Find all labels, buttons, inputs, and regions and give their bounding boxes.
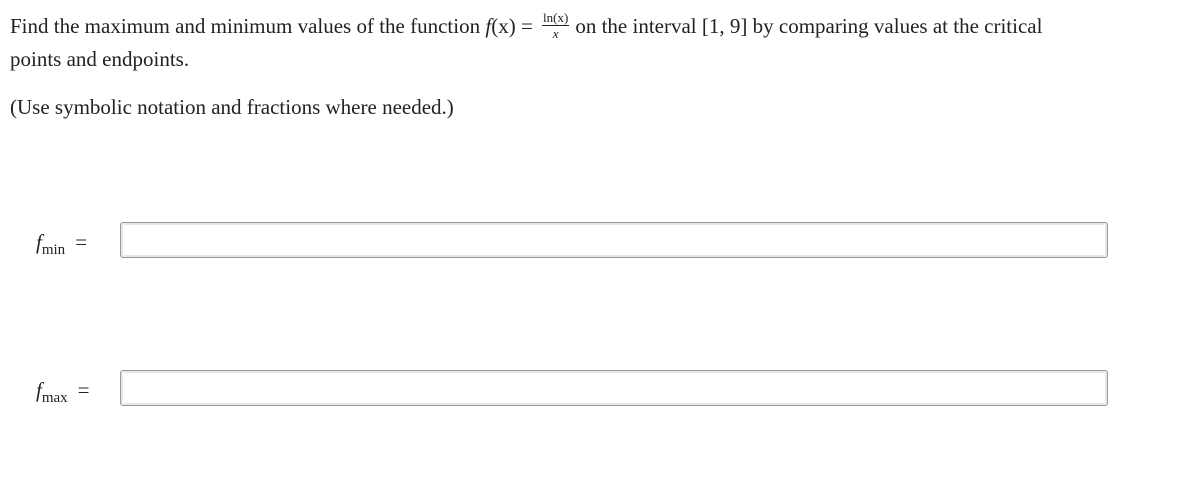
question-interval: [1, 9] [701, 14, 748, 38]
question-text [10, 10, 1170, 76]
f-max-input[interactable] [120, 370, 1108, 406]
function-argument: (x) [491, 14, 516, 38]
function-fraction [542, 11, 569, 40]
f-min-input[interactable] [120, 222, 1108, 258]
f-max-label [36, 378, 90, 407]
f-min-symbol: f [36, 230, 42, 254]
f-min-label [36, 230, 87, 259]
function-name: f [485, 14, 492, 38]
answer-row-max [36, 370, 1116, 410]
question-line-2: points and endpoints. [10, 47, 190, 71]
f-min-equals: = [75, 230, 88, 254]
question-prefix: Find the maximum and minimum values of the function [10, 14, 486, 38]
f-max-subscript: max [41, 390, 68, 406]
f-max-equals: = [77, 378, 90, 402]
fraction-denominator: x [552, 25, 559, 41]
f-min-subscript: min [41, 242, 66, 258]
answer-row-min [36, 222, 1116, 262]
equals-sign: = [515, 14, 539, 38]
f-max-symbol: f [36, 378, 42, 402]
question-middle: on the interval [575, 14, 702, 38]
question-suffix: by comparing values at the critical [747, 14, 1043, 38]
instruction-text: (Use symbolic notation and fractions where needed.) [10, 95, 454, 119]
fraction-numerator: ln(x) [543, 9, 569, 25]
question-line-1 [10, 10, 1170, 43]
